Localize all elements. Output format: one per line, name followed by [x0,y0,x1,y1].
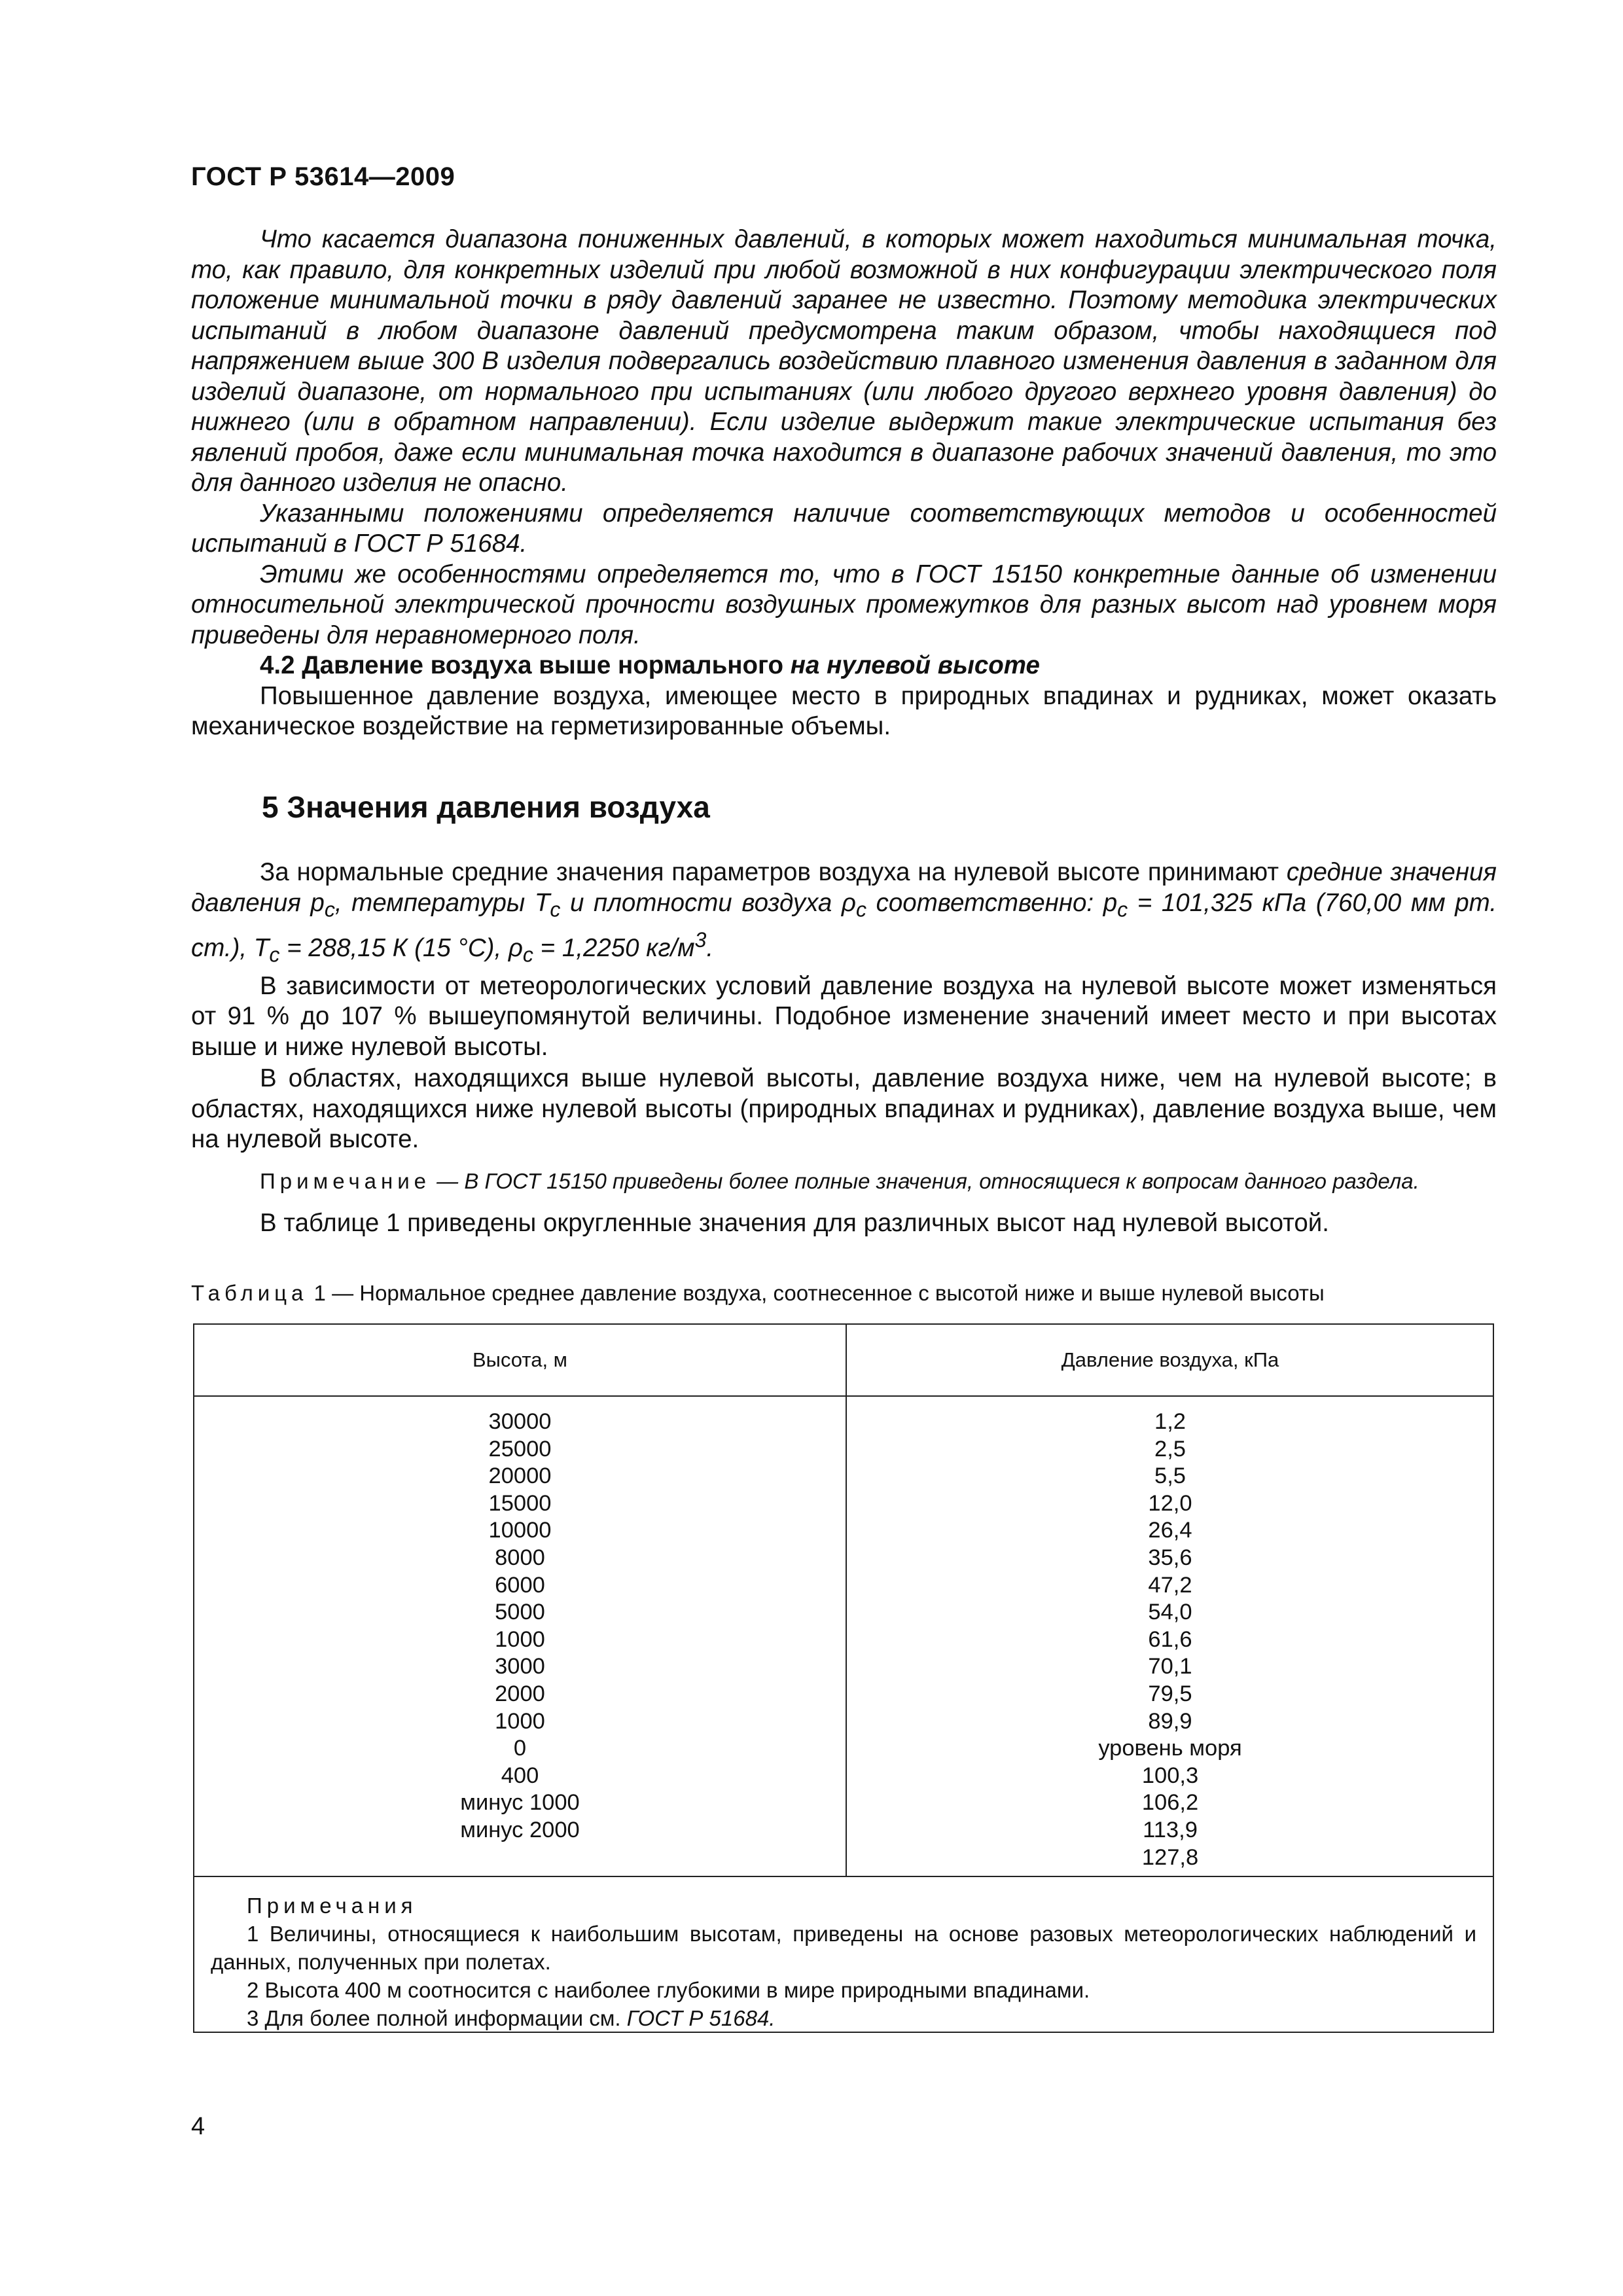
text-run: = 1,2250 кг/м [533,933,695,962]
table-header-row [194,1325,1493,1397]
subscript: c [269,942,280,967]
table-cell: 0 [513,1736,527,1761]
paragraph: Что касается диапазона пониженных давлений, в которых может находиться минимальная точка, то, как правило, для конкретных изделий при любой возможной в них конфигурации электрического поля положение минимальной точки в ряду давлений заранее не известно. Поэтому методика электрических испытаний в любом диапазоне давлений предусмотрена таким образом, чтобы находящиеся под напряжением выше 300 В изделия подвергались воздействию плавного изменения давления в заданном для изделий диапазоне, от нормального при испытаниях (или любого другого верхнего уровня давления) до нижнего (или в обратном направлении). Если изделие выдержит такие электрические испытания без явлений пробоя, даже если минимальная точка находится в диапазоне рабочих значений давления, то это для данного изделия не опасно. [191,225,1497,497]
paragraph: Указанными положениями определяется наличие соответствующих методов и особенностей испытаний в ГОСТ Р 51684. [191,499,1497,558]
table-cell: 54,0 [1148,1600,1192,1625]
table-caption-label: Таблица [191,1281,308,1305]
note-label: Примечание [260,1168,431,1193]
document-header: ГОСТ Р 53614—2009 [191,162,455,191]
text-run: 3 Для более полной информации см. [247,2006,627,2030]
table-cell: 8000 [495,1545,545,1570]
table-cell: 3000 [495,1654,545,1679]
subsection-heading-italic: на нулевой высоте [790,651,1040,679]
table-cell: 20000 [488,1463,552,1489]
subsection-heading [191,651,1497,681]
table-cell: 26,4 [1148,1518,1192,1543]
subscript: c [522,942,533,967]
paragraph: В зависимости от метеорологических условий давление воздуха на нулевой высоте может изменяться от 91 % до 107 % вышеупомянутой величины. Подобное изменение значений имеет место и при высотах выше и ниже нулевой высоты. [191,971,1497,1061]
notes-title: Примечания [247,1893,418,1918]
table-cell: 47,2 [1148,1572,1192,1598]
table-cell: 10000 [488,1518,552,1543]
text-run: . [706,933,714,962]
table-cell: уровень моря [1098,1736,1242,1761]
table-cell: 35,6 [1148,1545,1192,1570]
text-run: средние значения давления p [191,858,1497,917]
pressure-values-column [847,1408,1493,1871]
table-caption [191,1281,1500,1306]
text-run: , температуры T [334,888,550,917]
table-cell: 79,5 [1148,1681,1192,1706]
section-5-text [191,857,1497,1238]
paragraph [191,857,1497,970]
paragraph: Повышенное давление воздуха, имеющее место в природных впадинах и рудниках, может оказать механическое воздействие на герметизированные объемы. [191,681,1497,740]
table-cell: 1,2 [1154,1409,1186,1434]
table-cell: 127,8 [1141,1844,1199,1870]
subscript: c [1117,897,1128,922]
table-cell: 15000 [488,1490,552,1516]
subscript: c [856,897,867,922]
subsection-heading-text: 4.2 Давление воздуха выше нормального [260,651,791,679]
section-4-text [191,224,1497,742]
table-cell: 70,1 [1148,1654,1192,1679]
table-cell: 12,0 [1148,1490,1192,1516]
table-cell: 2000 [495,1681,545,1706]
table-cell: 5000 [495,1600,545,1625]
table-caption-text: 1 — Нормальное среднее давление воздуха, соотнесенное с высотой ниже и выше нулевой высоты [308,1281,1325,1305]
table-cell: 2,5 [1154,1436,1186,1462]
page-number: 4 [191,2113,205,2140]
paragraph: Этими же особенностями определяется то, что в ГОСТ 15150 конкретные данные об изменении относительной электрической прочности воздушных промежутков для разных высот над уровнем моря приведены для неравномерного поля. [191,560,1497,649]
text-run: и плотности воздуха ρ [560,888,856,917]
superscript: 3 [694,927,707,952]
table-note [211,2004,1476,2032]
paragraph: В таблице 1 приведены округленные значения для различных высот над нулевой высотой. [260,1208,1329,1237]
table-cell: 1000 [495,1708,545,1734]
table-note: 1 Величины, относящиеся к наибольшим высотам, приведены на основе разовых метеорологических наблюдений и данных, полученных при полетах. [211,1922,1476,1974]
text-run: = 288,15 К (15 °С), ρ [279,933,523,962]
paragraph: В областях, находящихся выше нулевой высоты, давление воздуха ниже, чем на нулевой высоте; в областях, находящихся ниже нулевой высоты (природных впадинах и рудниках), давление воздуха выше, чем на нулевой высоте. [191,1064,1497,1154]
subscript: c [550,897,561,922]
table-cell: 100,3 [1141,1763,1199,1788]
data-table [193,1323,1494,2033]
table-note: 2 Высота 400 м соотносится с наиболее глубокими в мире природными впадинами. [247,1978,1090,2002]
table-cell: 400 [501,1763,539,1788]
text-run: = 101,325 кПа (760,00 мм рт. ст.), T [191,888,1497,962]
subscript: c [324,897,335,922]
height-values-column [194,1408,846,1844]
table-cell: 25000 [488,1436,552,1462]
table-cell: 106,2 [1141,1790,1199,1816]
table-notes [194,1876,1493,2032]
note-text: — В ГОСТ 15150 приведены более полные значения, относящиеся к вопросам данного раздела. [431,1168,1419,1193]
table-cell: 113,9 [1143,1817,1198,1842]
table-cell: 1000 [495,1626,545,1652]
reference-link-text: ГОСТ Р 51684. [626,2006,776,2030]
section-heading: 5 Значения давления воздуха [262,790,710,824]
table-cell: 61,6 [1148,1626,1192,1652]
table-cell: минус 2000 [460,1817,580,1842]
text-run: За нормальные средние значения параметров воздуха на нулевой высоте принимают [260,858,1287,886]
table-cell: минус 1000 [460,1790,580,1816]
note [191,1167,1497,1195]
column-header-pressure: Давление воздуха, кПа [1061,1348,1279,1371]
text-run: соответственно: p [866,888,1118,917]
table-cell: 89,9 [1148,1708,1192,1734]
table-cell: 30000 [488,1409,552,1434]
column-header-height: Высота, м [473,1348,567,1371]
table-cell: 6000 [495,1572,545,1598]
table-cell: 5,5 [1154,1463,1186,1489]
